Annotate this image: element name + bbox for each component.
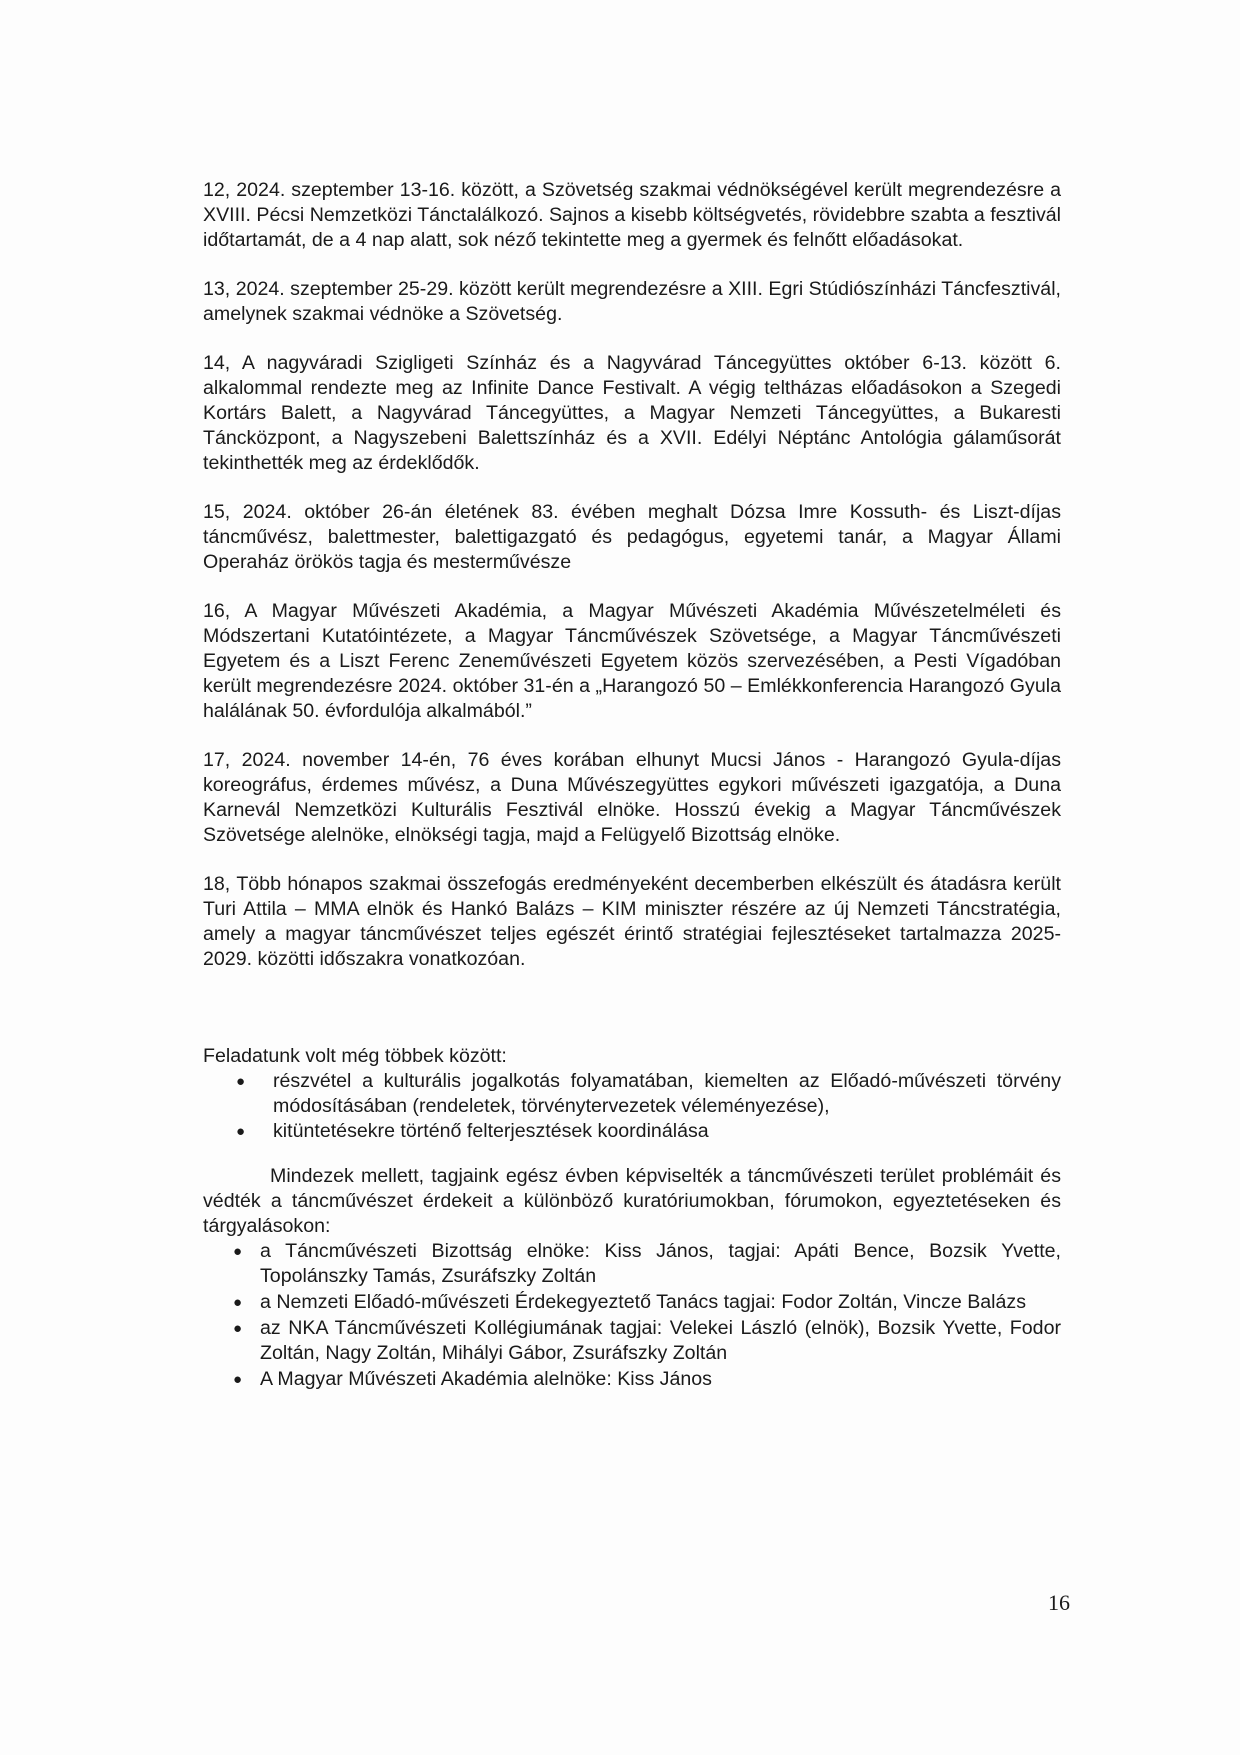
list-item-text: a Nemzeti Előadó-művészeti Érdekegyeztető Tanács tagjai: Fodor Zoltán, Vincze Balázs — [260, 1291, 1027, 1313]
paragraph-item-12: 12, 2024. szeptember 13-16. között, a Szövetség szakmai védnökségével került megrendezésre a XVIII. Pécsi Nemzetközi Tánctalálkozó. Sajnos a kisebb költségvetés, rövidebbre szabta a fesztivál időtartamát, de a 4 nap alatt, sok néző tekintette meg a gyermek és felnőtt előadásokat. — [203, 179, 1061, 251]
list-item-text: A Magyar Művészeti Akadémia alelnöke: Kiss János — [260, 1368, 712, 1390]
bullet-icon: ● — [233, 1243, 243, 1260]
list-item — [203, 1119, 1061, 1144]
list-item-text: kitüntetésekre történő felterjesztések koordinálása — [273, 1120, 709, 1142]
paragraph-item-16: 16, A Magyar Művészeti Akadémia, a Magyar Művészeti Akadémia Művészetelméleti és Módszertani Kutatóintézete, a Magyar Táncművészek Szövetsége, a Magyar Táncművészeti Egyetem és a Liszt Ferenc Zeneművészeti Egyetem közös szervezésében, a Pesti Vígadóban került megrendezésre 2024. október 31-én a „Harangozó 50 – Emlékkonferencia Harangozó Gyula halálának 50. évfordulója alkalmából.” — [203, 600, 1061, 722]
page-number: 16 — [1048, 1590, 1070, 1615]
tasks-lead: Feladatunk volt még többek között: — [203, 1045, 507, 1067]
list-item — [203, 1367, 1061, 1392]
list-item-text: részvétel a kulturális jogalkotás folyamatában, kiemelten az Előadó-művészeti törvény módosításában (rendeletek, törvénytervezetek véleményezése), — [273, 1070, 1061, 1117]
list-item — [203, 1069, 1061, 1119]
bullet-icon: ● — [233, 1371, 243, 1388]
paragraph-item-13: 13, 2024. szeptember 25-29. között került megrendezésre a XIII. Egri Stúdiószínházi Táncfesztivál, amelynek szakmai védnöke a Szövetség. — [203, 278, 1061, 325]
page-body — [203, 178, 1061, 1392]
list-item — [203, 1239, 1061, 1289]
paragraph-item-14: 14, A nagyváradi Szigligeti Színház és a Nagyvárad Táncegyüttes október 6-13. között 6. alkalommal rendezte meg az Infinite Dance Festivalt. A végig teltházas előadásokon a Szegedi Kortárs Balett, a Nagyvárad Táncegyüttes, a Magyar Nemzeti Táncegyüttes, a Bukaresti Táncközpont, a Nagyszebeni Balettszínház és a XVII. Edélyi Néptánc Antológia gálaműsorát tekinthették meg az érdeklődők. — [203, 352, 1061, 474]
paragraph-item-17: 17, 2024. november 14-én, 76 éves korában elhunyt Mucsi János - Harangozó Gyula-díjas koreográfus, érdemes művész, a Duna Művészegyüttes egykori művészeti igazgatója, a Duna Karnevál Nemzetközi Kulturális Fesztivál elnöke. Hosszú évekig a Magyar Táncművészek Szövetsége alelnöke, elnökségi tagja, majd a Felügyelő Bizottság elnöke. — [203, 749, 1061, 846]
tasks-list — [203, 1069, 1061, 1144]
representation-list — [203, 1239, 1061, 1392]
list-item-text: a Táncművészeti Bizottság elnöke: Kiss János, tagjai: Apáti Bence, Bozsik Yvette, Topolánszky Tamás, Zsuráfszky Zoltán — [260, 1240, 1061, 1287]
bullet-icon: ● — [236, 1123, 246, 1140]
list-item — [203, 1290, 1061, 1315]
representation-intro: Mindezek mellett, tagjaink egész évben képviselték a táncművészeti terület problémáit és védték a táncművészet érdekeit a különböző kuratóriumokban, fórumokon, egyeztetéseken és tárgyalásokon: — [203, 1165, 1061, 1237]
paragraph-item-18: 18, Több hónapos szakmai összefogás eredményeként decemberben elkészült és átadásra került Turi Attila – MMA elnök és Hankó Balázs – KIM miniszter részére az új Nemzeti Táncstratégia, amely a magyar táncművészet teljes egészét érintő stratégiai fejlesztéseket tartalmazza 2025-2029. közötti időszakra vonatkozóan. — [203, 873, 1061, 970]
list-item-text: az NKA Táncművészeti Kollégiumának tagjai: Velekei László (elnök), Bozsik Yvette, Fodor Zoltán, Nagy Zoltán, Mihályi Gábor, Zsuráfszky Zoltán — [260, 1317, 1061, 1364]
bullet-icon: ● — [233, 1320, 243, 1337]
bullet-icon: ● — [236, 1073, 246, 1090]
bullet-icon: ● — [233, 1294, 243, 1311]
paragraph-item-15: 15, 2024. október 26-án életének 83. évében meghalt Dózsa Imre Kossuth- és Liszt-díjas táncművész, balettmester, balettigazgató és pedagógus, egyetemi tanár, a Magyar Állami Operaház örökös tagja és mesterművésze — [203, 501, 1061, 573]
list-item — [203, 1316, 1061, 1366]
